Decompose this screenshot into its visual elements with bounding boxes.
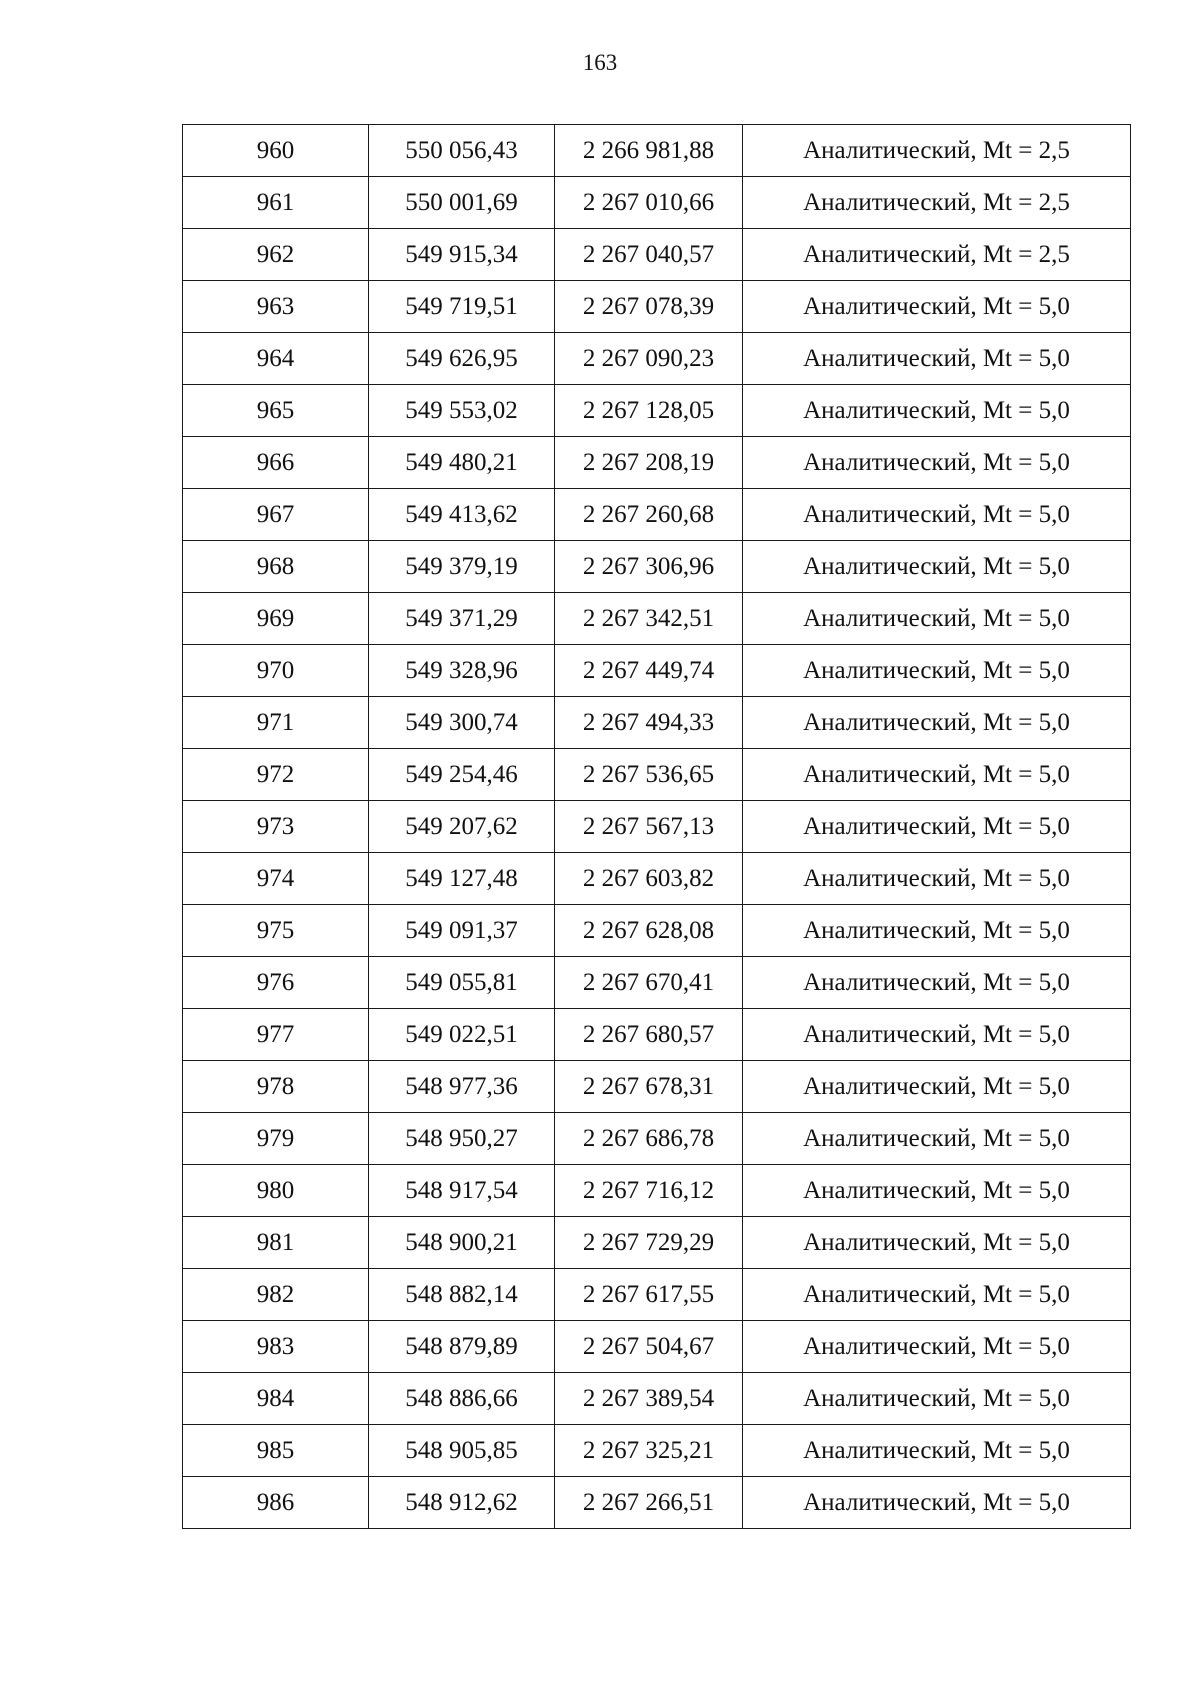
point-number-cell: 965 xyxy=(183,385,369,437)
point-number-cell: 984 xyxy=(183,1373,369,1425)
table-row xyxy=(183,593,1131,645)
method-cell: Аналитический, Mt = 5,0 xyxy=(743,749,1131,801)
method-cell: Аналитический, Mt = 5,0 xyxy=(743,957,1131,1009)
x-coordinate-cell: 549 091,37 xyxy=(369,905,555,957)
point-number-cell: 968 xyxy=(183,541,369,593)
point-number-cell: 961 xyxy=(183,177,369,229)
table-row xyxy=(183,1321,1131,1373)
y-coordinate-cell: 2 267 260,68 xyxy=(555,489,743,541)
x-coordinate-cell: 549 553,02 xyxy=(369,385,555,437)
point-number-cell: 970 xyxy=(183,645,369,697)
x-coordinate-cell: 550 056,43 xyxy=(369,125,555,177)
coordinates-table xyxy=(182,124,1131,1529)
y-coordinate-cell: 2 267 536,65 xyxy=(555,749,743,801)
table-row xyxy=(183,333,1131,385)
table-row xyxy=(183,1009,1131,1061)
y-coordinate-cell: 2 267 670,41 xyxy=(555,957,743,1009)
table-row xyxy=(183,229,1131,281)
table-row xyxy=(183,1165,1131,1217)
table-row xyxy=(183,697,1131,749)
method-cell: Аналитический, Mt = 5,0 xyxy=(743,1165,1131,1217)
point-number-cell: 971 xyxy=(183,697,369,749)
y-coordinate-cell: 2 267 617,55 xyxy=(555,1269,743,1321)
point-number-cell: 974 xyxy=(183,853,369,905)
point-number-cell: 980 xyxy=(183,1165,369,1217)
table-body xyxy=(183,125,1131,1529)
point-number-cell: 963 xyxy=(183,281,369,333)
y-coordinate-cell: 2 267 678,31 xyxy=(555,1061,743,1113)
table-row xyxy=(183,281,1131,333)
y-coordinate-cell: 2 267 729,29 xyxy=(555,1217,743,1269)
page-number: 163 xyxy=(582,50,618,75)
method-cell: Аналитический, Mt = 5,0 xyxy=(743,853,1131,905)
x-coordinate-cell: 548 882,14 xyxy=(369,1269,555,1321)
x-coordinate-cell: 549 719,51 xyxy=(369,281,555,333)
y-coordinate-cell: 2 267 449,74 xyxy=(555,645,743,697)
y-coordinate-cell: 2 267 686,78 xyxy=(555,1113,743,1165)
method-cell: Аналитический, Mt = 5,0 xyxy=(743,1009,1131,1061)
x-coordinate-cell: 549 127,48 xyxy=(369,853,555,905)
table-row xyxy=(183,541,1131,593)
table-row xyxy=(183,437,1131,489)
y-coordinate-cell: 2 267 342,51 xyxy=(555,593,743,645)
method-cell: Аналитический, Mt = 5,0 xyxy=(743,1425,1131,1477)
x-coordinate-cell: 549 626,95 xyxy=(369,333,555,385)
table-row xyxy=(183,1373,1131,1425)
y-coordinate-cell: 2 267 040,57 xyxy=(555,229,743,281)
x-coordinate-cell: 549 379,19 xyxy=(369,541,555,593)
x-coordinate-cell: 549 207,62 xyxy=(369,801,555,853)
point-number-cell: 986 xyxy=(183,1477,369,1529)
table-row xyxy=(183,1061,1131,1113)
point-number-cell: 967 xyxy=(183,489,369,541)
x-coordinate-cell: 548 950,27 xyxy=(369,1113,555,1165)
point-number-cell: 976 xyxy=(183,957,369,1009)
table-row xyxy=(183,1269,1131,1321)
y-coordinate-cell: 2 267 325,21 xyxy=(555,1425,743,1477)
x-coordinate-cell: 549 300,74 xyxy=(369,697,555,749)
point-number-cell: 977 xyxy=(183,1009,369,1061)
x-coordinate-cell: 548 917,54 xyxy=(369,1165,555,1217)
table-row xyxy=(183,749,1131,801)
table-row xyxy=(183,1477,1131,1529)
point-number-cell: 978 xyxy=(183,1061,369,1113)
method-cell: Аналитический, Mt = 5,0 xyxy=(743,281,1131,333)
method-cell: Аналитический, Mt = 5,0 xyxy=(743,333,1131,385)
method-cell: Аналитический, Mt = 5,0 xyxy=(743,437,1131,489)
table-row xyxy=(183,957,1131,1009)
method-cell: Аналитический, Mt = 5,0 xyxy=(743,1217,1131,1269)
method-cell: Аналитический, Mt = 5,0 xyxy=(743,385,1131,437)
x-coordinate-cell: 550 001,69 xyxy=(369,177,555,229)
x-coordinate-cell: 549 022,51 xyxy=(369,1009,555,1061)
y-coordinate-cell: 2 267 494,33 xyxy=(555,697,743,749)
x-coordinate-cell: 548 900,21 xyxy=(369,1217,555,1269)
y-coordinate-cell: 2 267 603,82 xyxy=(555,853,743,905)
x-coordinate-cell: 549 055,81 xyxy=(369,957,555,1009)
point-number-cell: 973 xyxy=(183,801,369,853)
method-cell: Аналитический, Mt = 5,0 xyxy=(743,1373,1131,1425)
table-row xyxy=(183,489,1131,541)
point-number-cell: 969 xyxy=(183,593,369,645)
table-row xyxy=(183,801,1131,853)
point-number-cell: 979 xyxy=(183,1113,369,1165)
method-cell: Аналитический, Mt = 5,0 xyxy=(743,541,1131,593)
point-number-cell: 981 xyxy=(183,1217,369,1269)
table-row xyxy=(183,1425,1131,1477)
table-row xyxy=(183,1113,1131,1165)
table-row xyxy=(183,177,1131,229)
table-row xyxy=(183,645,1131,697)
x-coordinate-cell: 549 480,21 xyxy=(369,437,555,489)
method-cell: Аналитический, Mt = 5,0 xyxy=(743,645,1131,697)
table-row xyxy=(183,1217,1131,1269)
method-cell: Аналитический, Mt = 5,0 xyxy=(743,1321,1131,1373)
point-number-cell: 983 xyxy=(183,1321,369,1373)
x-coordinate-cell: 548 879,89 xyxy=(369,1321,555,1373)
table-row xyxy=(183,905,1131,957)
y-coordinate-cell: 2 266 981,88 xyxy=(555,125,743,177)
y-coordinate-cell: 2 267 208,19 xyxy=(555,437,743,489)
point-number-cell: 962 xyxy=(183,229,369,281)
x-coordinate-cell: 548 977,36 xyxy=(369,1061,555,1113)
method-cell: Аналитический, Mt = 2,5 xyxy=(743,177,1131,229)
table-row xyxy=(183,125,1131,177)
method-cell: Аналитический, Mt = 5,0 xyxy=(743,1061,1131,1113)
table-row xyxy=(183,853,1131,905)
y-coordinate-cell: 2 267 010,66 xyxy=(555,177,743,229)
x-coordinate-cell: 549 254,46 xyxy=(369,749,555,801)
y-coordinate-cell: 2 267 389,54 xyxy=(555,1373,743,1425)
method-cell: Аналитический, Mt = 5,0 xyxy=(743,593,1131,645)
y-coordinate-cell: 2 267 680,57 xyxy=(555,1009,743,1061)
x-coordinate-cell: 548 912,62 xyxy=(369,1477,555,1529)
method-cell: Аналитический, Mt = 2,5 xyxy=(743,229,1131,281)
y-coordinate-cell: 2 267 504,67 xyxy=(555,1321,743,1373)
method-cell: Аналитический, Mt = 5,0 xyxy=(743,697,1131,749)
x-coordinate-cell: 549 413,62 xyxy=(369,489,555,541)
y-coordinate-cell: 2 267 567,13 xyxy=(555,801,743,853)
x-coordinate-cell: 549 371,29 xyxy=(369,593,555,645)
y-coordinate-cell: 2 267 090,23 xyxy=(555,333,743,385)
y-coordinate-cell: 2 267 266,51 xyxy=(555,1477,743,1529)
x-coordinate-cell: 549 328,96 xyxy=(369,645,555,697)
method-cell: Аналитический, Mt = 5,0 xyxy=(743,905,1131,957)
table-row xyxy=(183,385,1131,437)
point-number-cell: 960 xyxy=(183,125,369,177)
x-coordinate-cell: 549 915,34 xyxy=(369,229,555,281)
y-coordinate-cell: 2 267 716,12 xyxy=(555,1165,743,1217)
y-coordinate-cell: 2 267 078,39 xyxy=(555,281,743,333)
point-number-cell: 985 xyxy=(183,1425,369,1477)
point-number-cell: 964 xyxy=(183,333,369,385)
y-coordinate-cell: 2 267 628,08 xyxy=(555,905,743,957)
method-cell: Аналитический, Mt = 5,0 xyxy=(743,489,1131,541)
x-coordinate-cell: 548 905,85 xyxy=(369,1425,555,1477)
method-cell: Аналитический, Mt = 5,0 xyxy=(743,1113,1131,1165)
method-cell: Аналитический, Mt = 5,0 xyxy=(743,1269,1131,1321)
point-number-cell: 966 xyxy=(183,437,369,489)
point-number-cell: 975 xyxy=(183,905,369,957)
y-coordinate-cell: 2 267 306,96 xyxy=(555,541,743,593)
method-cell: Аналитический, Mt = 5,0 xyxy=(743,1477,1131,1529)
x-coordinate-cell: 548 886,66 xyxy=(369,1373,555,1425)
point-number-cell: 982 xyxy=(183,1269,369,1321)
point-number-cell: 972 xyxy=(183,749,369,801)
y-coordinate-cell: 2 267 128,05 xyxy=(555,385,743,437)
method-cell: Аналитический, Mt = 2,5 xyxy=(743,125,1131,177)
method-cell: Аналитический, Mt = 5,0 xyxy=(743,801,1131,853)
